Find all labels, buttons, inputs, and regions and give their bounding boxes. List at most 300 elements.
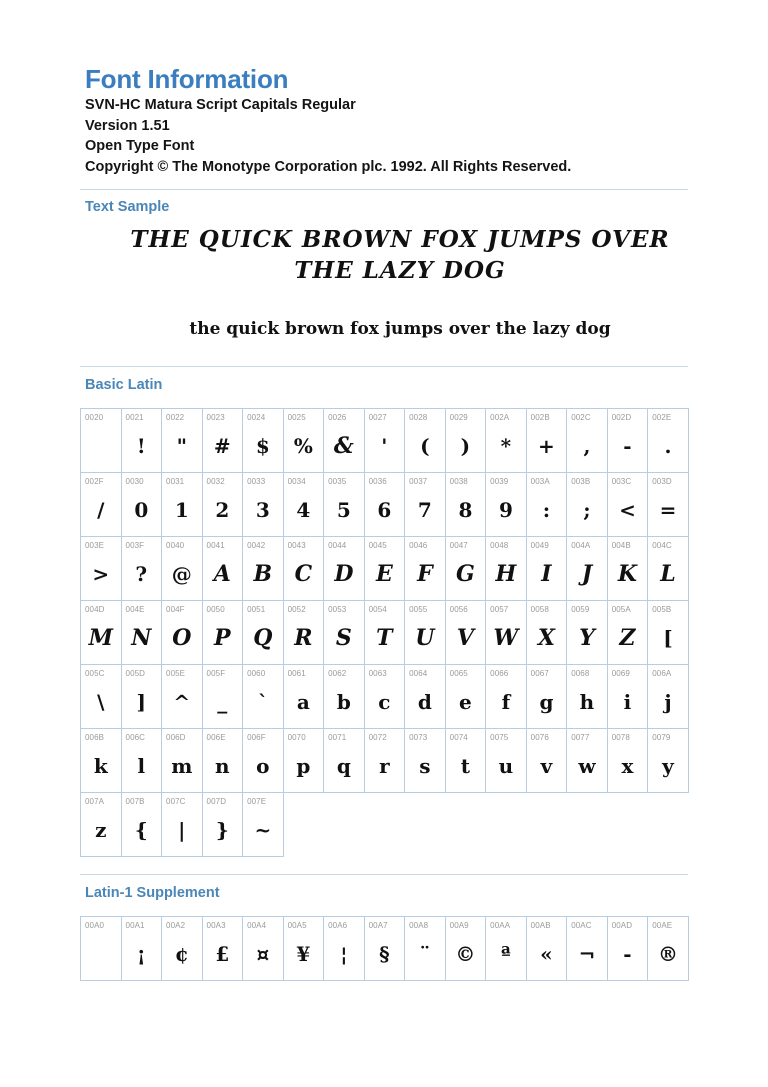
glyph-cell [243,473,284,537]
glyph-cell [81,473,122,537]
glyph-cell [243,537,284,601]
codepoint-label: 0042 [247,541,266,550]
glyph-preview: ? [135,562,148,586]
glyph-preview: § [379,942,390,966]
glyph-cell [122,793,163,857]
codepoint-label: 0039 [490,477,509,486]
glyph-preview: u [498,754,514,778]
codepoint-label: 003B [571,477,591,486]
glyph-cell [608,917,649,981]
codepoint-label: 002D [611,413,632,422]
glyph-cell [203,793,244,857]
codepoint-label: 0037 [409,477,428,486]
glyph-cell [243,917,284,981]
glyph-cell [567,917,608,981]
codepoint-label: 0056 [449,605,468,614]
codepoint-label: 0031 [166,477,185,486]
glyph-cell [162,409,203,473]
glyph-preview: W [493,625,519,651]
glyph-cell [608,729,649,793]
codepoint-label: 0054 [368,605,387,614]
glyph-cell [608,473,649,537]
glyph-preview: l [137,754,146,778]
glyph-cell [203,665,244,729]
codepoint-label: 0051 [247,605,266,614]
codepoint-label: 00A3 [206,921,226,930]
codepoint-label: 004E [125,605,145,614]
glyph-cell [365,665,406,729]
glyph-cell [648,537,689,601]
codepoint-label: 0079 [652,733,671,742]
glyph-cell [284,537,325,601]
glyph-cell [567,665,608,729]
codepoint-label: 0063 [368,669,387,678]
glyph-preview: d [417,690,432,714]
codepoint-label: 003F [125,541,145,550]
glyph-preview: X [537,625,555,651]
glyph-preview: Q [253,625,273,651]
glyph-cell [527,601,568,665]
codepoint-label: 002C [571,413,591,422]
glyph-preview: & [333,433,354,459]
glyph-preview: 8 [458,498,473,522]
glyph-preview: - [623,942,632,966]
glyph-preview: © [455,942,476,966]
glyph-cell [405,601,446,665]
codepoint-label: 0072 [368,733,387,742]
codepoint-label: 0055 [409,605,428,614]
glyph-cell [324,729,365,793]
codepoint-label: 005D [125,669,146,678]
glyph-preview: b [336,690,351,714]
codepoint-label: 0045 [368,541,387,550]
glyph-preview: $ [255,434,270,458]
glyph-preview: { [134,818,148,842]
codepoint-label: 007A [85,797,105,806]
codepoint-label: 0033 [247,477,266,486]
glyph-cell [365,409,406,473]
codepoint-label: 0044 [328,541,347,550]
glyph-cell [446,473,487,537]
codepoint-label: 006B [85,733,105,742]
codepoint-label: 0021 [125,413,144,422]
glyph-cell [446,537,487,601]
glyph-preview: ¬ [578,942,596,966]
glyph-cell [648,665,689,729]
codepoint-label: 004C [652,541,672,550]
glyph-cell [162,473,203,537]
uppercase-sample-line-1: THE QUICK BROWN FOX JUMPS OVER [130,226,670,253]
glyph-cell [284,729,325,793]
lowercase-sample: the quick brown fox jumps over the lazy dog [189,319,611,339]
glyph-cell [324,473,365,537]
glyph-preview: . [664,434,672,458]
glyph-preview: w [578,754,596,778]
codepoint-label: 004B [611,541,631,550]
glyph-preview: M [88,625,113,651]
glyph-cell [162,729,203,793]
glyph-preview: 7 [417,498,432,522]
codepoint-label: 0022 [166,413,185,422]
codepoint-label: 004F [166,605,185,614]
glyph-preview: ; [583,498,591,522]
codepoint-label: 0036 [368,477,387,486]
codepoint-label: 0032 [206,477,225,486]
glyph-preview: ! [136,434,146,458]
codepoint-label: 0066 [490,669,509,678]
glyph-preview: T [376,625,393,651]
glyph-preview: 2 [215,498,230,522]
uppercase-sample [90,224,710,286]
glyph-cell [162,537,203,601]
glyph-preview: K [617,561,638,587]
codepoint-label: 0020 [85,413,104,422]
glyph-cell [446,665,487,729]
codepoint-label: 0071 [328,733,347,742]
glyph-cell [284,917,325,981]
glyph-preview: | [178,818,186,842]
glyph-cell [203,409,244,473]
glyph-cell [648,729,689,793]
glyph-preview: _ [217,690,228,714]
section-heading-basic-latin: Basic Latin [85,377,163,393]
glyph-preview: @ [171,562,192,586]
glyph-preview: s [419,754,431,778]
glyph-cell [567,473,608,537]
glyph-cell [243,729,284,793]
codepoint-label: 0046 [409,541,428,550]
codepoint-label: 00AE [652,921,673,930]
glyph-preview: 0 [134,498,149,522]
basic-latin-glyph-grid [80,408,689,857]
glyph-preview: f [501,690,511,714]
codepoint-label: 003D [652,477,672,486]
codepoint-label: 00A4 [247,921,267,930]
codepoint-label: 00A0 [85,921,105,930]
glyph-preview: y [662,754,674,778]
glyph-cell [162,793,203,857]
glyph-cell [284,473,325,537]
font-copyright: Copyright © The Monotype Corporation plc. 1992. All Rights Reserved. [85,159,572,176]
codepoint-label: 00A7 [368,921,388,930]
glyph-preview: c [378,690,391,714]
glyph-preview: ( [420,434,430,458]
glyph-preview: 1 [174,498,189,522]
codepoint-label: 00A5 [287,921,307,930]
glyph-preview: 3 [255,498,270,522]
glyph-preview: v [540,754,553,778]
codepoint-label: 002A [490,413,510,422]
codepoint-label: 0077 [571,733,590,742]
glyph-preview: = [659,498,677,522]
glyph-cell [567,537,608,601]
glyph-cell [243,665,284,729]
glyph-cell [122,729,163,793]
codepoint-label: 0026 [328,413,347,422]
codepoint-label: 0060 [247,669,266,678]
glyph-preview: + [538,434,555,458]
glyph-preview: C [294,561,313,587]
codepoint-label: 003A [530,477,550,486]
font-version: Version 1.51 [85,117,170,134]
glyph-preview: ¡ [136,942,146,966]
glyph-cell [405,473,446,537]
codepoint-label: 00AA [490,921,511,930]
codepoint-label: 005B [652,605,672,614]
section-heading-text-sample: Text Sample [85,199,170,215]
codepoint-label: 00AD [611,921,633,930]
codepoint-label: 003E [85,541,105,550]
glyph-cell [203,917,244,981]
glyph-preview: < [619,498,636,522]
glyph-preview: % [293,434,313,458]
glyph-preview: 4 [296,498,311,522]
glyph-cell [527,917,568,981]
codepoint-label: 0027 [368,413,387,422]
codepoint-label: 007E [247,797,267,806]
codepoint-label: 0049 [530,541,549,550]
glyph-cell [284,409,325,473]
glyph-cell [122,665,163,729]
glyph-cell [324,409,365,473]
glyph-preview: r [379,754,390,778]
codepoint-label: 0062 [328,669,347,678]
codepoint-label: 006F [247,733,266,742]
codepoint-label: 00A8 [409,921,429,930]
glyph-cell [122,473,163,537]
codepoint-label: 0043 [287,541,306,550]
codepoint-label: 0067 [530,669,549,678]
glyph-cell [486,473,527,537]
glyph-preview: } [215,818,229,842]
glyph-preview: H [495,561,517,587]
codepoint-label: 0024 [247,413,266,422]
glyph-preview: 6 [377,498,392,522]
glyph-cell [324,601,365,665]
uppercase-sample-line-2: THE LAZY DOG [294,257,506,284]
glyph-preview: R [294,625,313,651]
codepoint-label: 006E [206,733,226,742]
glyph-preview: L [660,561,676,587]
glyph-preview: p [296,754,311,778]
glyph-cell [365,729,406,793]
glyph-cell [486,665,527,729]
glyph-cell [122,409,163,473]
glyph-cell [162,601,203,665]
divider [80,366,688,367]
glyph-cell [243,409,284,473]
glyph-preview: N [131,625,152,651]
glyph-preview: ` [257,690,268,714]
glyph-preview: ¨ [419,942,430,966]
glyph-preview: ® [657,942,678,966]
glyph-cell [203,601,244,665]
glyph-preview: , [583,434,591,458]
glyph-preview: ª [501,942,511,966]
codepoint-label: 0023 [206,413,225,422]
divider [80,189,688,190]
glyph-cell [608,409,649,473]
glyph-cell [365,601,406,665]
glyph-cell [81,665,122,729]
glyph-cell [446,917,487,981]
glyph-cell [486,729,527,793]
glyph-cell [405,409,446,473]
glyph-preview: " [176,434,187,458]
latin1-glyph-grid [80,916,689,981]
glyph-cell [162,917,203,981]
codepoint-label: 0061 [287,669,306,678]
glyph-cell [284,665,325,729]
font-name: SVN-HC Matura Script Capitals Regular [85,97,356,113]
glyph-preview: 5 [336,498,351,522]
glyph-cell [122,601,163,665]
glyph-cell [81,917,122,981]
glyph-preview: « [540,942,553,966]
glyph-preview: e [459,690,472,714]
codepoint-label: 0034 [287,477,306,486]
glyph-preview: £ [215,942,230,966]
codepoint-label: 003C [611,477,632,486]
glyph-cell [527,665,568,729]
glyph-cell [243,601,284,665]
codepoint-label: 004A [571,541,591,550]
glyph-cell [527,537,568,601]
codepoint-label: 0028 [409,413,428,422]
codepoint-label: 0048 [490,541,509,550]
glyph-cell [648,601,689,665]
glyph-cell [446,409,487,473]
codepoint-label: 006D [166,733,186,742]
codepoint-label: 0025 [287,413,306,422]
divider [80,874,688,875]
glyph-preview: S [335,625,352,651]
glyph-preview: I [541,561,552,587]
codepoint-label: 005A [611,605,631,614]
codepoint-label: 0069 [611,669,630,678]
glyph-preview: j [664,690,672,714]
glyph-preview: E [375,561,393,587]
glyph-preview: U [415,625,435,651]
glyph-cell [446,601,487,665]
glyph-preview: J [581,561,593,587]
glyph-cell [122,537,163,601]
codepoint-label: 0070 [287,733,306,742]
glyph-cell [567,409,608,473]
glyph-cell [486,409,527,473]
glyph-preview: q [336,754,351,778]
codepoint-label: 002B [530,413,550,422]
glyph-preview: V [456,625,474,651]
codepoint-label: 0053 [328,605,347,614]
codepoint-label: 007B [125,797,145,806]
glyph-preview: * [500,434,512,458]
codepoint-label: 004D [85,605,105,614]
codepoint-label: 0050 [206,605,225,614]
glyph-preview: ¥ [296,942,311,966]
codepoint-label: 00A6 [328,921,348,930]
codepoint-label: 0029 [449,413,468,422]
glyph-preview: D [334,561,354,587]
glyph-cell [203,537,244,601]
glyph-preview: F [417,561,433,587]
glyph-cell [405,917,446,981]
glyph-cell [203,473,244,537]
codepoint-label: 005E [166,669,186,678]
glyph-preview: # [213,434,231,458]
codepoint-label: 0057 [490,605,509,614]
glyph-cell [405,665,446,729]
glyph-cell [648,917,689,981]
font-metadata [85,95,571,178]
codepoint-label: 00A2 [166,921,186,930]
glyph-cell [324,537,365,601]
glyph-preview: g [539,690,554,714]
glyph-cell [405,729,446,793]
glyph-cell [486,917,527,981]
glyph-cell [81,793,122,857]
glyph-preview: ¤ [256,942,270,966]
codepoint-label: 0075 [490,733,509,742]
codepoint-label: 007D [206,797,227,806]
codepoint-label: 0040 [166,541,185,550]
glyph-preview: - [623,434,632,458]
codepoint-label: 00A9 [449,921,469,930]
font-type: Open Type Font [85,138,195,155]
glyph-cell [608,537,649,601]
glyph-cell [81,601,122,665]
glyph-cell [446,729,487,793]
glyph-cell [405,537,446,601]
glyph-cell [567,601,608,665]
glyph-preview: ¦ [340,942,348,966]
glyph-preview: z [95,818,107,842]
codepoint-label: 00AB [530,921,551,930]
codepoint-label: 0065 [449,669,468,678]
glyph-cell [324,665,365,729]
glyph-cell [527,409,568,473]
codepoint-label: 0030 [125,477,144,486]
codepoint-label: 0078 [611,733,630,742]
glyph-cell [81,409,122,473]
glyph-preview: k [93,754,108,778]
glyph-preview: m [171,754,193,778]
glyph-cell [81,729,122,793]
codepoint-label: 00AC [571,921,592,930]
codepoint-label: 002F [85,477,104,486]
codepoint-label: 0052 [287,605,306,614]
glyph-cell [365,917,406,981]
glyph-cell [284,601,325,665]
codepoint-label: 0064 [409,669,428,678]
codepoint-label: 0038 [449,477,468,486]
codepoint-label: 006A [652,669,672,678]
codepoint-label: 0041 [206,541,225,550]
glyph-preview: x [621,754,634,778]
glyph-cell [243,793,284,857]
codepoint-label: 0059 [571,605,590,614]
glyph-preview: n [215,754,230,778]
codepoint-label: 0068 [571,669,590,678]
codepoint-label: 00A1 [125,921,145,930]
glyph-cell [486,537,527,601]
glyph-preview: ] [136,690,146,714]
glyph-preview: ¢ [174,942,189,966]
glyph-cell [608,601,649,665]
glyph-cell [486,601,527,665]
codepoint-label: 0047 [449,541,468,550]
codepoint-label: 0073 [409,733,428,742]
